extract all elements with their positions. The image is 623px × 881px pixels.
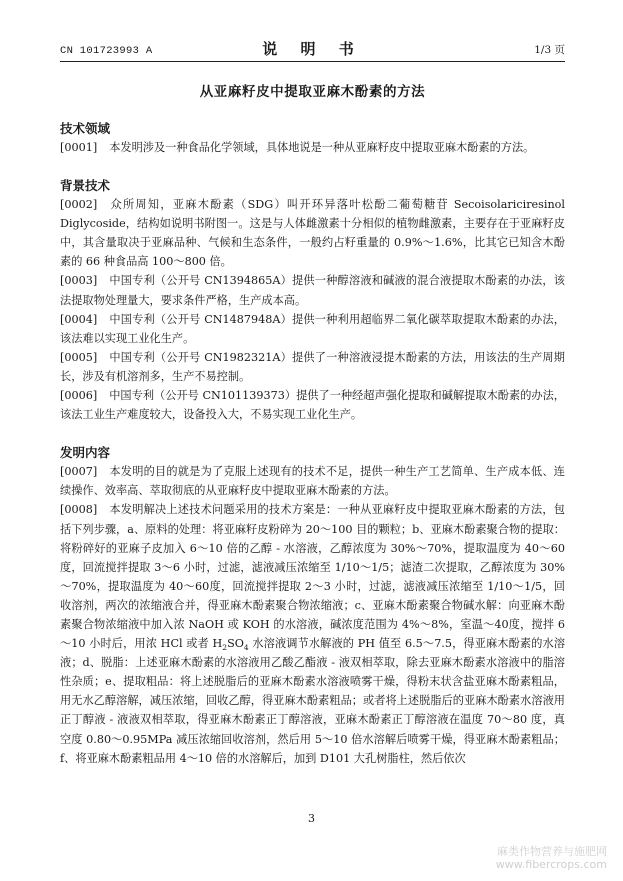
paragraph-text: 中国专利（公开号 CN1487948A）提供一种利用超临界二氧化碳萃取提取木酚素的办法，该法难以实现工业化生产。 <box>60 312 565 345</box>
paragraph-number: [0007] <box>60 465 98 479</box>
section-gap <box>60 157 565 176</box>
subscript: 4 <box>243 643 249 653</box>
paragraph-text: 中国专利（公开号 CN101139373）提供了一种经超声强化提取和碱解提取木酚素的办法，该法工业生产难度较大，设备投入大，不易实现工业化生产。 <box>60 389 565 422</box>
paragraph-0005 <box>60 348 565 386</box>
section-heading-background: 背景技术 <box>60 178 111 194</box>
paragraph-number: [0002] <box>60 198 98 212</box>
watermark-line-1: 麻类作物营养与施肥网 <box>497 845 607 858</box>
paragraph-text: 众所周知，亚麻木酚素（SDG）叫开环异落叶松酚二葡萄糖苷 Secoisolariciresinol Diglycoside，结构如说明书附图一。这是与人体雌激素十分相似的植物雌激素，主要存在于亚麻籽皮中，其含量取决于亚麻品种、气候和生态条件，一般约占籽重量的 0.9%～1.6%，比其它已知含木酚素的 66 种食品高 100～800 倍。 <box>60 198 565 269</box>
watermark-line-2: www.fibercrops.com <box>495 858 607 871</box>
paragraph-number: [0004] <box>60 312 98 326</box>
section-gap <box>60 424 565 443</box>
page-number: 3 <box>308 812 315 825</box>
subscript: 2 <box>222 643 228 653</box>
document-type: 说 明 书 <box>262 40 363 58</box>
section-heading-invention: 发明内容 <box>60 445 111 461</box>
paragraph-0001 <box>60 138 565 157</box>
paragraph-number: [0001] <box>60 141 98 154</box>
watermark <box>496 845 607 871</box>
paragraph-0004 <box>60 310 565 348</box>
paragraph-number: [0008] <box>60 503 98 517</box>
paragraph-0003 <box>60 271 565 309</box>
section-heading-field: 技术领域 <box>60 121 111 136</box>
paragraph-text: 水溶液调节水解液的 PH 值至 6.5～7.5，得亚麻木酚素的水溶液；d、脱脂：上述亚麻木酚素的水溶液用乙酸乙酯液 - 液双相萃取，除去亚麻木酚素水溶液中的脂溶性杂质；e、提取粗品：将上述脱脂后的亚麻木酚素水溶液喷雾干燥，得粉末状含盐亚麻木酚素粗品，用无水乙醇溶解，减压浓缩，回收乙醇，得亚麻木酚素粗品；或者将上述脱脂后的亚麻木酚素水溶液用正丁醇液 - 液液双相萃取，得亚麻木酚素正丁醇溶液，亚麻木酚素正丁醇溶液在温度 70～80 度，真空度 0.80～0.95MPa 减压浓缩回收溶剂，然后用 5～10 倍水溶解后喷雾干燥，得亚麻木酚素粗品；f、将亚麻木酚素粗品用 4～10 倍的水溶解后，加到 D101 大孔树脂柱，然后依次 <box>60 637 566 765</box>
page-indicator: 1/3 页 <box>534 44 565 56</box>
document-title: 从亚麻籽皮中提取亚麻木酚素的方法 <box>199 84 426 100</box>
paragraph-number: [0003] <box>60 274 98 288</box>
paragraph-text: SO <box>227 637 244 651</box>
paragraph-text: 本发明涉及一种食品化学领域，具体地说是一种从亚麻籽皮中提取亚麻木酚素的方法。 <box>109 141 535 154</box>
publication-number: CN 101723993 A <box>60 45 153 57</box>
paragraph-text: 中国专利（公开号 CN1394865A）提供一种醇溶液和碱液的混合液提取木酚素的办法，该法提取物处理量大，要求条件严格，生产成本高。 <box>60 274 565 307</box>
paragraph-0007 <box>60 462 565 500</box>
paragraph-0008 <box>60 500 565 767</box>
header-rule <box>60 61 565 62</box>
document-body <box>60 119 565 768</box>
paragraph-number: [0006] <box>60 389 98 403</box>
paragraph-text: 中国专利（公开号 CN1982321A）提供了一种溶液浸提木酚素的方法，用该法的生产周期长，涉及有机溶剂多，生产不易控制。 <box>60 350 565 383</box>
paragraph-0006 <box>60 386 565 424</box>
paragraph-0002 <box>60 195 565 271</box>
paragraph-text: 本发明的目的就是为了克服上述现有的技术不足，提供一种生产工艺简单、生产成本低、连续操作、效率高、萃取彻底的从亚麻籽皮中提取亚麻木酚素的方法。 <box>60 465 565 498</box>
paragraph-text: 本发明解决上述技术问题采用的技术方案是：一种从亚麻籽皮中提取亚麻木酚素的方法，包括下列步骤，a、原料的处理：将亚麻籽皮粉碎为 20～100 目的颗粒；b、亚麻木酚素聚合物的提取：将粉碎好的亚麻子皮加入 6～10 倍的乙醇 - 水溶液，乙醇浓度为 30%～70%，提取温度为 40～60度，回流搅拌提取 3～6 小时，过滤，滤液减压浓缩至 1/10～1/5；滤渣二次提取，乙醇浓度为 30%～70%，提取温度为 40～60度，回流搅拌提取 2～3 小时，过滤，滤液减压浓缩至 1/10～1/5，回收溶剂，两次的浓缩液合并，得亚麻木酚素聚合物浓缩液；c、亚麻木酚素聚合物碱水解：向亚麻木酚素聚合物浓缩液中加入浓 NaOH 或 KOH 的水溶液，碱浓度范围为 4%～8%，室温～40度，搅拌 6～10 小时后，用浓 HCl 或者 H <box>60 503 565 651</box>
page-header <box>60 38 565 60</box>
paragraph-number: [0005] <box>60 350 98 364</box>
